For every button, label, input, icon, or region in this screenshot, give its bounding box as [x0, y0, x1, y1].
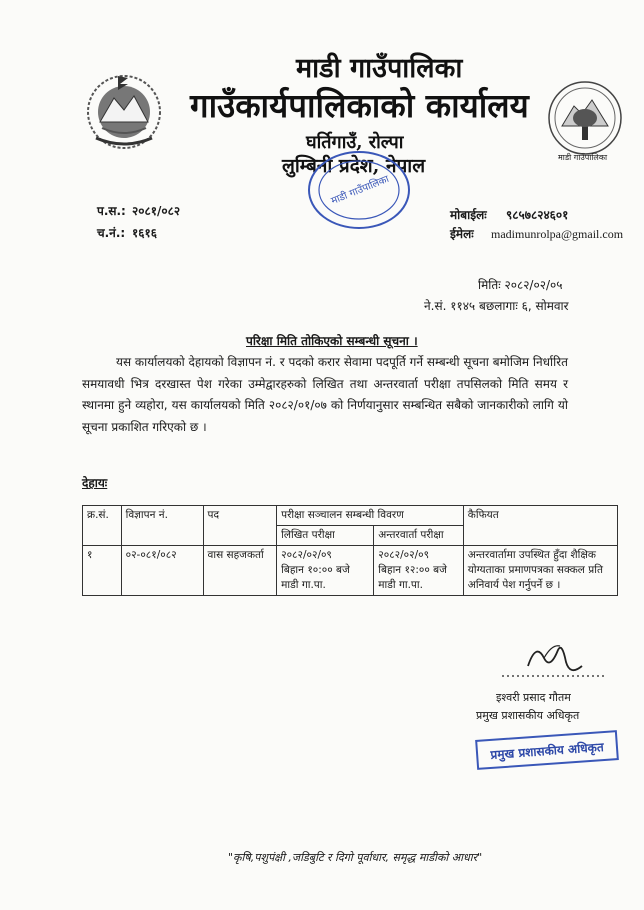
interview-time: बिहान १२:०० बजे [378, 564, 447, 576]
logo-caption: माडी गाउँपालिका [558, 153, 608, 162]
ps-value: २०८१/०८२ [132, 204, 181, 218]
email-value: madimunrolpa@gmail.com [491, 227, 624, 241]
nepal-emblem-icon [82, 68, 166, 152]
office-stamp [305, 148, 413, 232]
stamp-text: माडी गाउँपालिका [329, 173, 391, 207]
dehay-label: देहायः [82, 476, 108, 490]
cn-value: १६१६ [132, 226, 157, 240]
interview-date: २०८२/०२/०९ [378, 549, 430, 561]
footer-slogan: "कृषि,पशुपंक्षी ,जडिबुटि र दिगो पूर्वाधार, समृद्ध माडीको आधार" [228, 851, 483, 864]
notice-body: यस कार्यालयको देहायको विज्ञापन नं. र पदको करार सेवामा पदपूर्ति गर्ने सम्बन्धी सूचना बमोजिम निर्धारित समयावधी भित्र दरखास्त पेश गरेका उम्मेद्वारहरुको लिखित तथा अन्तरवार्ता परीक्षा तपसिलको मिति समय र स्थानमा हुने व्यहोरा, यस कार्यालयको मिति २०८२/०१/०७ को निर्णयानुसार सम्बन्धित सबैको जानकारीको लागि यो सूचना प्रकाशित गरिएको छ । [82, 355, 568, 434]
designation-stamp: प्रमुख प्रशासकीय अधिकृत [475, 730, 619, 770]
cell-written [277, 546, 374, 596]
address-line-2: लुम्बिनी प्रदेश, नेपाल [282, 155, 426, 177]
written-time: बिहान १०:०० बजे [281, 564, 350, 576]
signatory-name: इश्वरी प्रसाद गौतम [496, 691, 571, 704]
cell-remarks: अन्तरवार्तामा उपस्थित हुँदा शैक्षिक योग्यताका प्रमाणपत्रका सक्कल प्रति अनिवार्य पेश गर्नुपर्ने छ । [463, 546, 617, 596]
email-label: ईमेलः [450, 227, 474, 241]
cell-sn: १ [83, 546, 122, 596]
interview-place: माडी गा.पा. [378, 579, 423, 591]
header-ad-no: विज्ञापन नं. [121, 506, 203, 546]
header-written: लिखित परीक्षा [277, 526, 374, 546]
header-post: पद [203, 506, 277, 546]
municipality-name: माडी गाउँपालिका [296, 53, 463, 84]
written-date: २०८२/०२/०९ [281, 549, 332, 561]
exam-schedule-table [82, 505, 618, 596]
cell-post: वास सहजकर्ता [203, 546, 277, 596]
written-place: माडी गा.पा. [281, 579, 326, 591]
address-line-1: घर्तिगाउँ, रोल्पा [306, 132, 404, 153]
cell-interview [374, 546, 464, 596]
office-name: गाउँकार्यपालिकाको कार्यालय [190, 86, 529, 125]
mobile-label: मोबाईलः [450, 208, 487, 222]
header-exam-details: परीक्षा सञ्चालन सम्बन्धी विवरण [277, 506, 464, 526]
table-row [83, 546, 618, 596]
notice-title: परिक्षा मिति तोकिएको सम्बन्धी सूचना । [246, 334, 418, 348]
header-sn: क्र.सं. [83, 506, 122, 546]
header-remarks: कैफियत [463, 506, 617, 546]
date-line-1: मितिः २०८२/०२/०५ [478, 278, 563, 292]
date-line-2: ने.सं. ११४५ बछलागाः ६, सोमवार [424, 299, 569, 313]
cn-label: च.नं.: [97, 226, 126, 240]
signatory-designation: प्रमुख प्रशासकीय अधिकृत [476, 709, 580, 722]
signature-mark [498, 636, 608, 684]
municipality-logo-icon [546, 78, 624, 162]
cell-ad-no: ०२-०८१/०८२ [121, 546, 203, 596]
mobile-value: ९८५७८२४६०१ [506, 208, 569, 222]
ps-label: प.स.: [97, 204, 126, 218]
header-interview: अन्तरवार्ता परीक्षा [374, 526, 464, 546]
